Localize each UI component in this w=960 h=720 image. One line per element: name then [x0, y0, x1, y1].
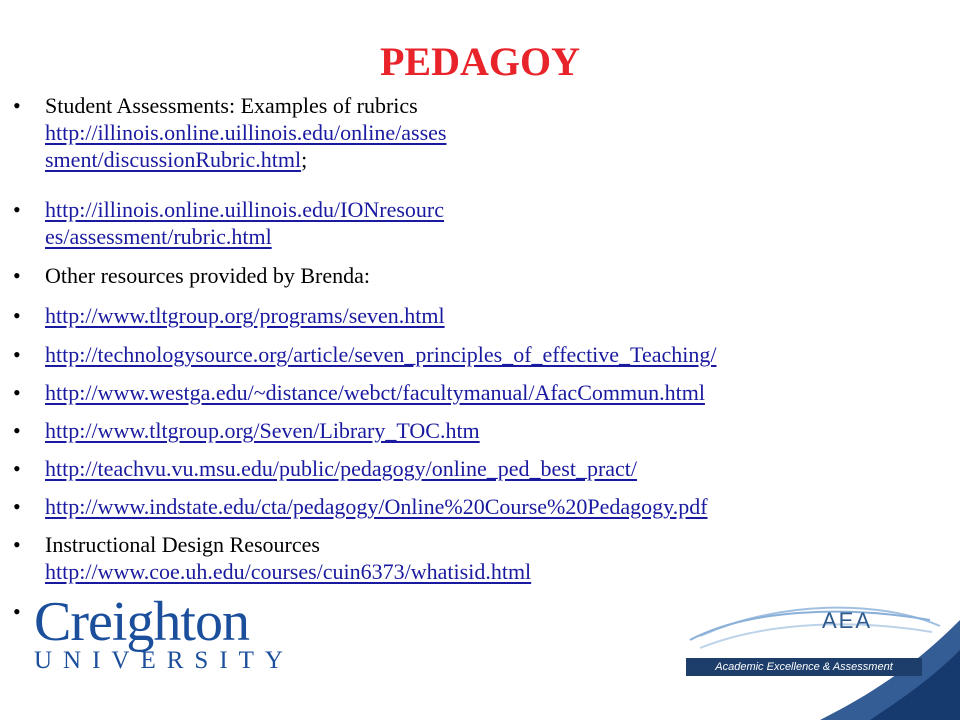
aea-caption-bar — [686, 658, 922, 676]
bullet-marker: • — [13, 380, 21, 405]
aea-caption: Academic Excellence & Assessment — [715, 661, 893, 673]
bullet-marker: • — [13, 418, 21, 443]
university-wordmark: UNIVERSITY — [34, 647, 294, 674]
westga-link[interactable]: http://www.westga.edu/~distance/webct/facultymanual/AfacCommun.html — [45, 380, 705, 405]
bullet-text: Other resources provided by Brenda: — [45, 263, 371, 288]
aea-swoosh-icon — [680, 598, 940, 658]
aea-logo — [680, 598, 940, 678]
bullet-text: Instructional Design Resources — [45, 532, 320, 557]
msu-pedagogy-link[interactable]: http://teachvu.vu.msu.edu/public/pedagogy/online_ped_best_pract/ — [45, 456, 638, 481]
indstate-link[interactable]: http://www.indstate.edu/cta/pedagogy/Online%20Course%20Pedagogy.pdf — [45, 494, 708, 519]
bullet-marker: • — [13, 303, 21, 328]
bullet-marker: • — [13, 494, 21, 519]
creighton-wordmark: Creighton — [34, 591, 249, 653]
bullet-text: Student Assessments: Examples of rubrics — [45, 93, 418, 118]
bullet-marker: • — [13, 342, 21, 367]
tltgroup-library-link[interactable]: http://www.tltgroup.org/Seven/Library_TOC.htm — [45, 418, 480, 443]
rubric-link-line-1[interactable]: http://illinois.online.uillinois.edu/online/asses — [45, 120, 447, 145]
bullet-marker: • — [13, 93, 21, 118]
bullet-marker: • — [13, 532, 21, 557]
ion-rubric-link-line-2[interactable]: es/assessment/rubric.html — [45, 224, 272, 249]
bullet-marker: • — [13, 197, 21, 222]
bullet-marker: • — [13, 263, 21, 288]
ion-rubric-link-line-1[interactable]: http://illinois.online.uillinois.edu/IONresourc — [45, 197, 445, 222]
technologysource-link[interactable]: http://technologysource.org/article/seven_principles_of_effective_Teaching/ — [45, 342, 717, 367]
aea-wordmark: AEA — [822, 608, 873, 633]
rubric-link-line-2[interactable]: sment/discussionRubric.html — [45, 147, 302, 172]
bullet-marker: • — [13, 456, 21, 481]
coe-uh-link[interactable]: http://www.coe.uh.edu/courses/cuin6373/whatisid.html — [45, 559, 532, 584]
bullet-marker: • — [13, 599, 21, 624]
tltgroup-seven-link[interactable]: http://www.tltgroup.org/programs/seven.html — [45, 303, 445, 328]
slide-title: PEDAGOY — [380, 39, 580, 84]
bullet-suffix: ; — [301, 147, 308, 172]
